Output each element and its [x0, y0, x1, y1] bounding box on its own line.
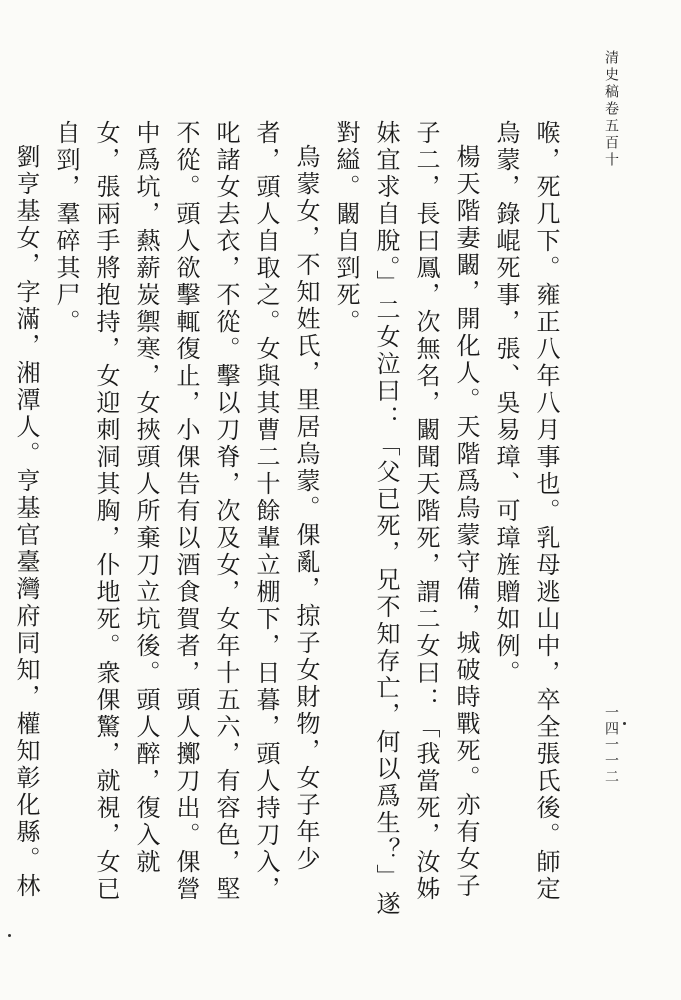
- paragraph-continuation: 喉，死几下。雍正八年八月事也。乳母逃山中，卒全張氏後。師定烏蒙，錄崐死事，張、吳易璋、可璋旌贈如例。: [492, 120, 560, 903]
- scan-speck: [623, 722, 626, 725]
- page-number: 一四一一二: [603, 705, 619, 785]
- running-title: 清史稿卷五百十: [603, 50, 619, 169]
- paragraph-yang-tianjie-wife: 楊天階妻闞，開化人。天階爲烏蒙守備，城破時戰死。亦有女子子二，長曰鳳，次無名，闞聞天階死，謂二女曰：「我當死，汝姊妹宜求自脫。」二女泣曰：「父已死，兄不知存亡，何以爲生？」遂對縊。闞自剄死。: [332, 120, 480, 918]
- paragraph-wumeng-woman: 烏蒙女，不知姓氏，里居烏蒙。倮亂，掠子女財物，女子年少者，頭人自取之。女與其曹二十餘輩立棚下，日暮，頭人持刀入，叱諸女去衣，不從。擊以刀脊，次及女，女年十五六，有容色，堅不從。頭人欲擊輒復止，小倮告有以酒食賀者，頭人擲刀出。倮營中爲坑，爇薪炭禦寒，女挾頭人所棄刀立坑後。頭人醉，復入就女，張兩手將抱持，女迎刺洞其胸，仆地死。衆倮驚，就視，女已自剄，羣碎其尸。: [52, 120, 320, 903]
- body-text: [12, 120, 566, 920]
- paragraph-liu-hengji-daughter: 劉亨基女，字滿，湘潭人。亨基官臺灣府同知，權知彰化縣。林: [12, 144, 40, 900]
- scan-speck: [8, 934, 11, 937]
